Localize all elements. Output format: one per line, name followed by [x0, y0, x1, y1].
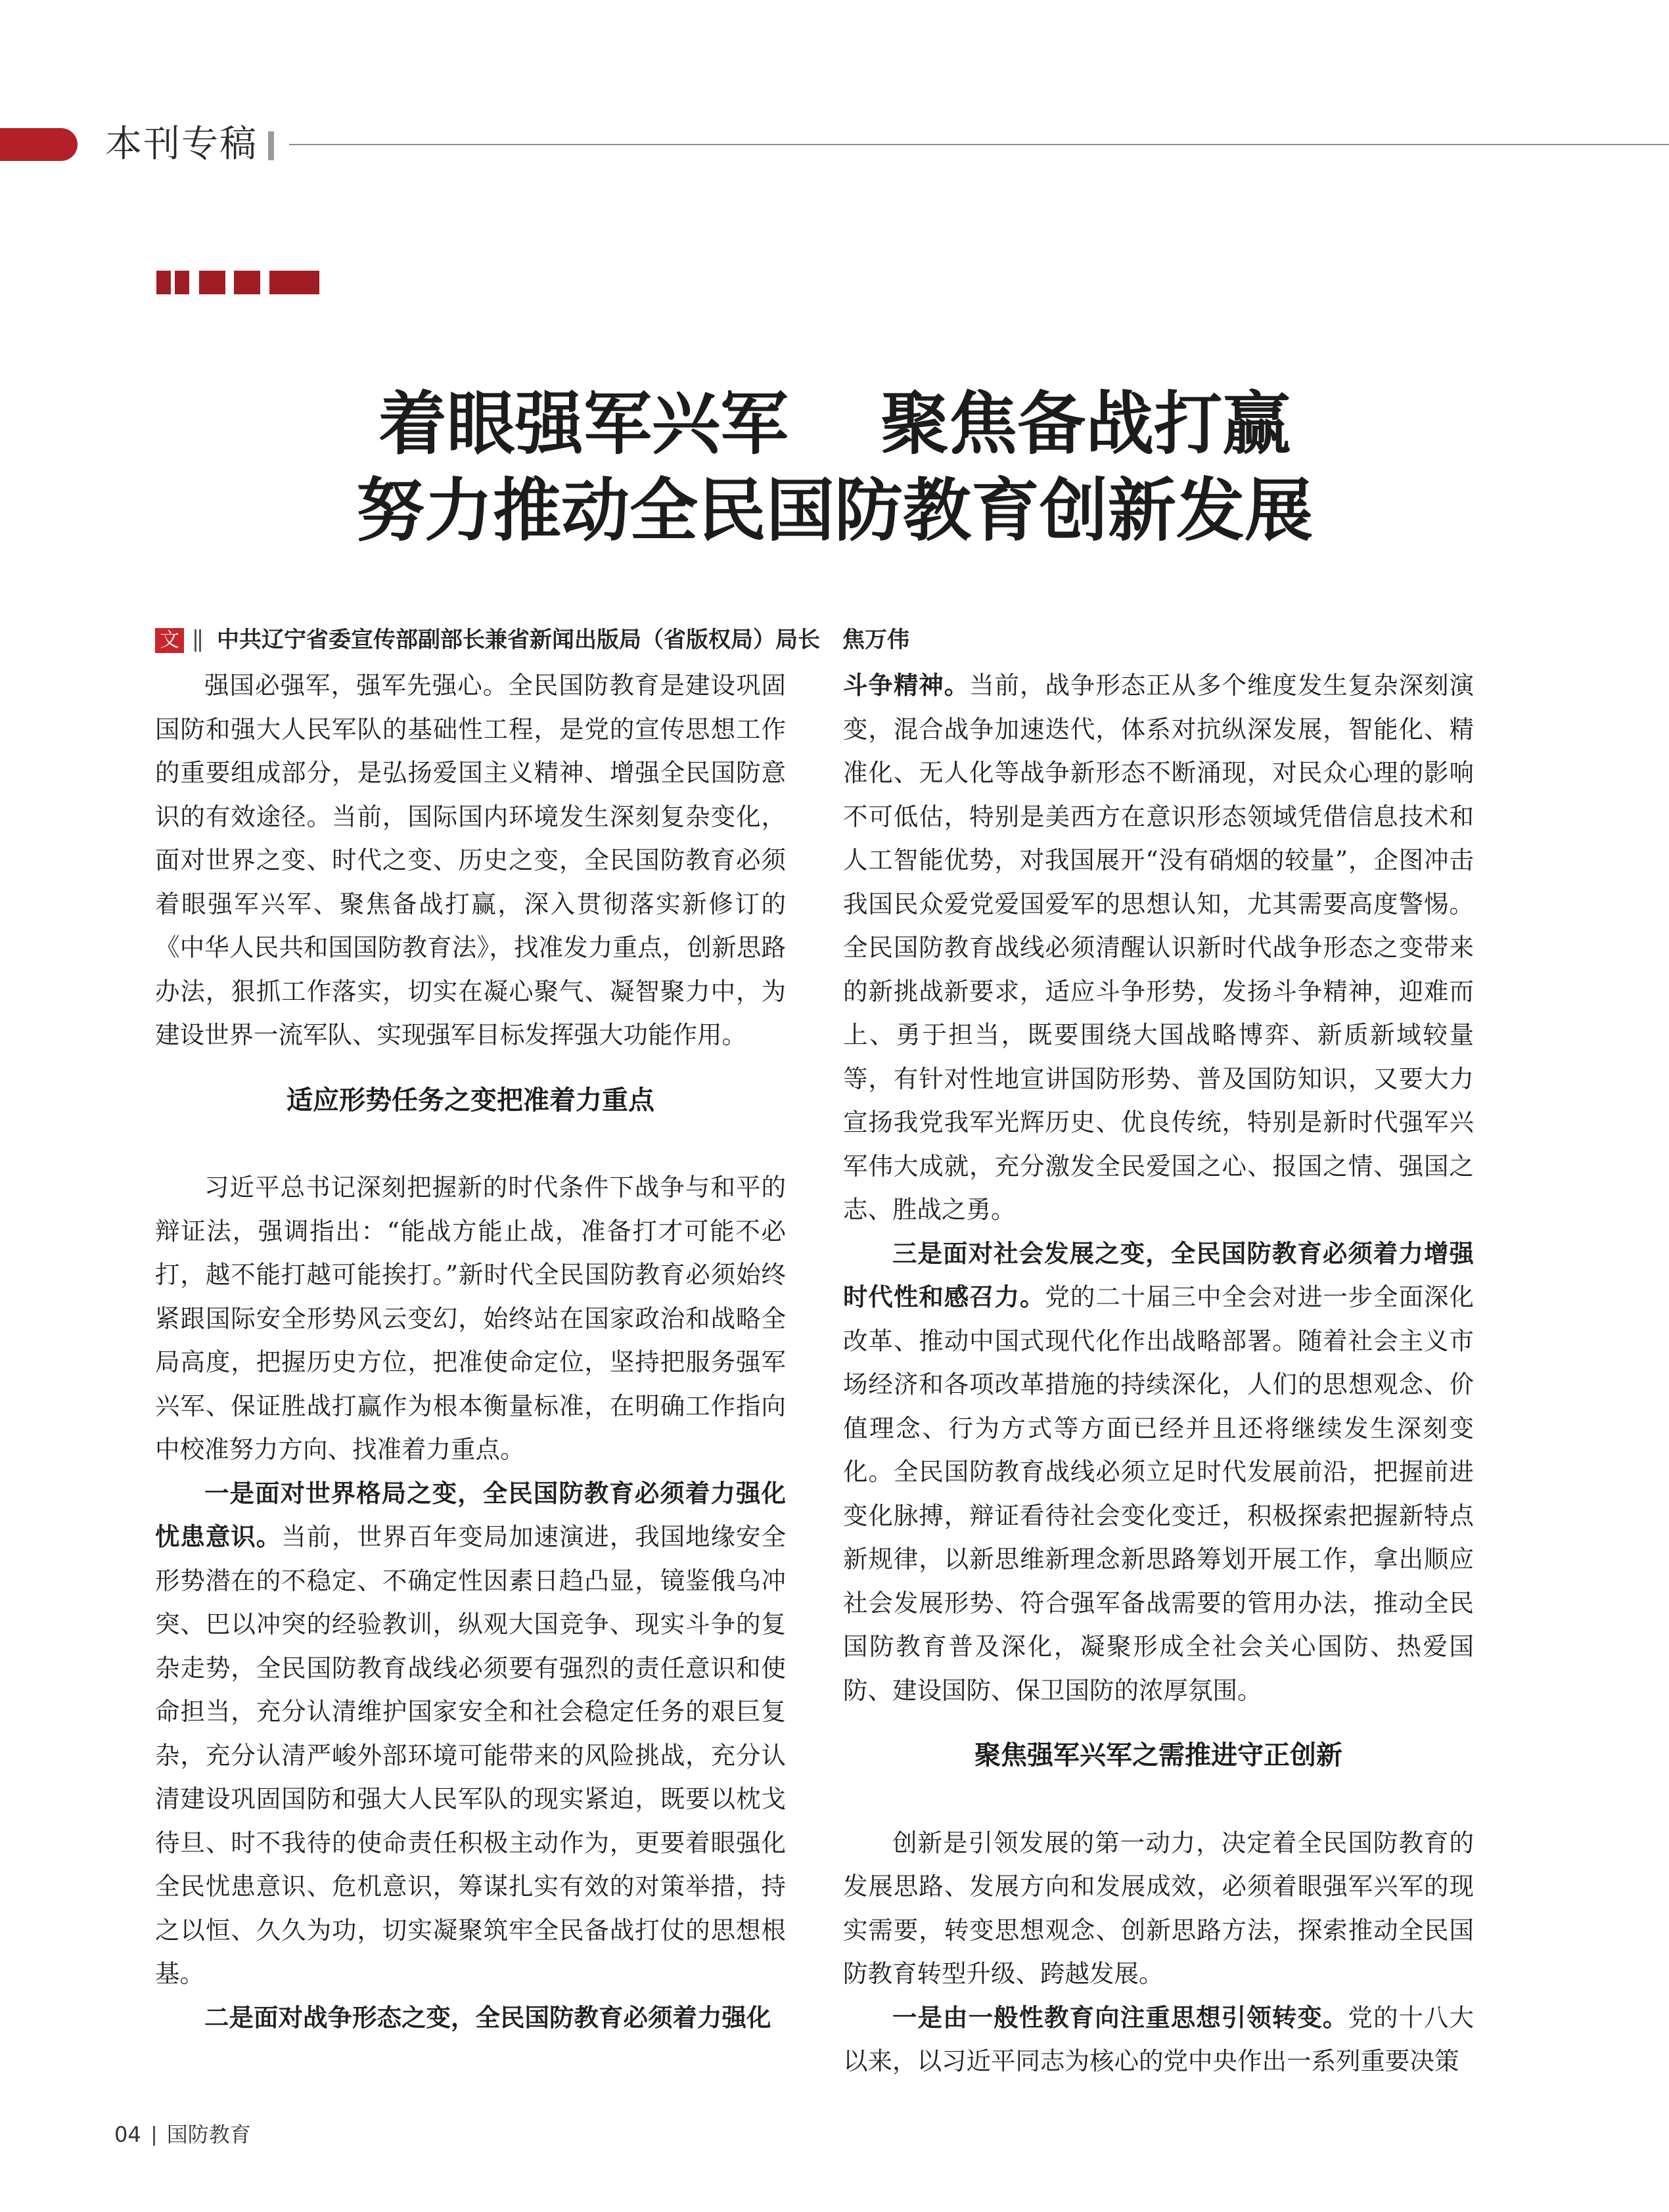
section-heading-2: 聚焦强军兴军之需推进守正创新 — [974, 1740, 1342, 1771]
byline-separator — [194, 629, 201, 652]
deco-square-5 — [269, 271, 319, 294]
page-footer — [114, 2118, 251, 2151]
paragraph-5 — [843, 1232, 1474, 1713]
page-number: 04 — [114, 2122, 141, 2147]
byline-mark: 文 — [155, 628, 184, 653]
deco-square-4 — [234, 271, 260, 294]
section-marker-bar — [0, 128, 78, 161]
section-heading-1: 适应形势任务之变把准着力重点 — [286, 1085, 654, 1116]
paragraph-4-continued — [843, 664, 1474, 1232]
paragraph-4-start — [155, 1996, 786, 2040]
paragraph-4-lead-cont: 斗争精神。 — [843, 671, 970, 700]
paragraph-3-lead: 一是面对世界格局之变，全民国防教育必须着力强化忧患意识。 — [155, 1478, 786, 1551]
deco-square-1 — [156, 271, 171, 294]
deco-square-3 — [199, 271, 225, 294]
left-column — [155, 664, 786, 2039]
paragraph-5-lead: 三是面对社会发展之变，全民国防教育必须着力增强时代性和感召力。 — [843, 1238, 1474, 1311]
paragraph-3-body: 当前，世界百年变局加速演进，我国地缘安全形势潜在的不稳定、不确定性因素日趋凸显，镜鉴俄乌冲突、巴以冲突的经验教训，纵观大国竞争、现实斗争的复杂走势，全民国防教育战线必须要有强烈的责任意识和使命担当，充分认清维护国家安全和社会稳定任务的艰巨复杂，充分认清严峻外部环境可能带来的风险挑战，充分认清建设巩固国防和强大人民军队的现实紧迫，既要以枕戈待旦、时不我待的使命责任积极主动作为，更要着眼强化全民忧患意识、危机意识，筹谋扎实有效的对策举措，持之以恒、久久为功，切实凝聚筑牢全民备战打仗的思想根基。 — [155, 1522, 786, 1988]
paragraph-2: 习近平总书记深刻把握新的时代条件下战争与和平的辩证法，强调指出：“能战方能止战，准备打才可能不必打，越不能打越可能挨打。”新时代全民国防教育必须始终紧跟国际安全形势风云变幻，始终站在国家政治和战略全局高度，把握历史方位，把准使命定位，坚持把服务强军兴军、保证胜战打赢作为根本衡量标准，在明确工作指向中校准努力方向、找准着力重点。 — [155, 1173, 786, 1464]
right-column — [843, 664, 1474, 2083]
paragraph-7-body: 党的十八大以来，以习近平同志为核心的党中央作出一系列重要决策 — [843, 2002, 1475, 2075]
paragraph-4-lead: 二是面对战争形态之变，全民国防教育必须着力强化 — [204, 2002, 771, 2032]
magazine-name: 国防教育 — [166, 2122, 251, 2147]
byline-author: 中共辽宁省委宣传部副部长兼省新闻出版局（省版权局）局长 焦万伟 — [217, 627, 909, 653]
paragraph-7-lead: 一是由一般性教育向注重思想引领转变。 — [892, 2002, 1348, 2032]
header-rule — [289, 144, 1669, 145]
footer-divider — [153, 2126, 155, 2146]
paragraph-7 — [843, 1996, 1474, 2083]
paragraph-5-body: 党的二十届三中全会对进一步全面深化改革、推动中国式现代化作出战略部署。随着社会主义市场经济和各项改革措施的持续深化，人们的思想观念、价值理念、行为方式等方面已经并且还将继续发生深刻变化。全民国防教育战线必须立足时代发展前沿，把握前进变化脉搏，辩证看待社会变化变迁，积极探索把握新特点新规律，以新思维新理念新思路筹划开展工作，拿出顺应社会发展形势、符合强军备战需要的管用办法，推动全民国防教育普及深化，凝聚形成全社会关心国防、热爱国防、建设国防、保卫国防的浓厚氛围。 — [843, 1282, 1474, 1705]
paragraph-3 — [155, 1472, 786, 1996]
paragraph-4-body: 当前，战争形态正从多个维度发生复杂深刻演变，混合战争加速迭代，体系对抗纵深发展，智能化、精准化、无人化等战争新形态不断涌现，对民众心理的影响不可低估，特别是美西方在意识形态领域凭借信息技术和人工智能优势，对我国展开“没有硝烟的较量”，企图冲击我国民众爱党爱国爱军的思想认知，尤其需要高度警惕。全民国防教育战线必须清醒认识新时代战争形态之变带来的新挑战新要求，适应斗争形势，发扬斗争精神，迎难而上、勇于担当，既要围绕大国战略博弈、新质新域较量等，有针对性地宣讲国防形势、普及国防知识，又要大力宣扬我党我军光辉历史、优良传统，特别是新时代强军兴军伟大成就，充分激发全民爱国之心、报国之情、强国之志、胜战之勇。 — [843, 671, 1474, 1224]
article-title-line2: 努力推动全民国防教育创新发展 — [355, 470, 1313, 551]
paragraph-6: 创新是引领发展的第一动力，决定着全民国防教育的发展思路、发展方向和发展成效，必须着眼强军兴军的现实需要，转变思想观念、创新思路方法，探索推动全民国防教育转型升级、跨越发展。 — [843, 1828, 1474, 1988]
article-title-line1: 着眼强军兴军 聚焦备战打赢 — [378, 384, 1291, 464]
deco-square-2 — [175, 271, 189, 294]
section-title: 本刊专稿 — [105, 123, 258, 166]
section-divider-tick — [268, 131, 274, 160]
intro-paragraph: 强国必强军，强军先强心。全民国防教育是建设巩固国防和强大人民军队的基础性工程，是党的宣传思想工作的重要组成部分，是弘扬爱国主义精神、增强全民国防意识的有效途径。当前，国际国内环境发生深刻复杂变化，面对世界之变、时代之变、历史之变，全民国防教育必须着眼强军兴军、聚焦备战打赢，深入贯彻落实新修订的《中华人民共和国国防教育法》，找准发力重点，创新思路办法，狠抓工作落实，切实在凝心聚气、凝智聚力中，为建设世界一流军队、实现强军目标发挥强大功能作用。 — [155, 671, 786, 1049]
